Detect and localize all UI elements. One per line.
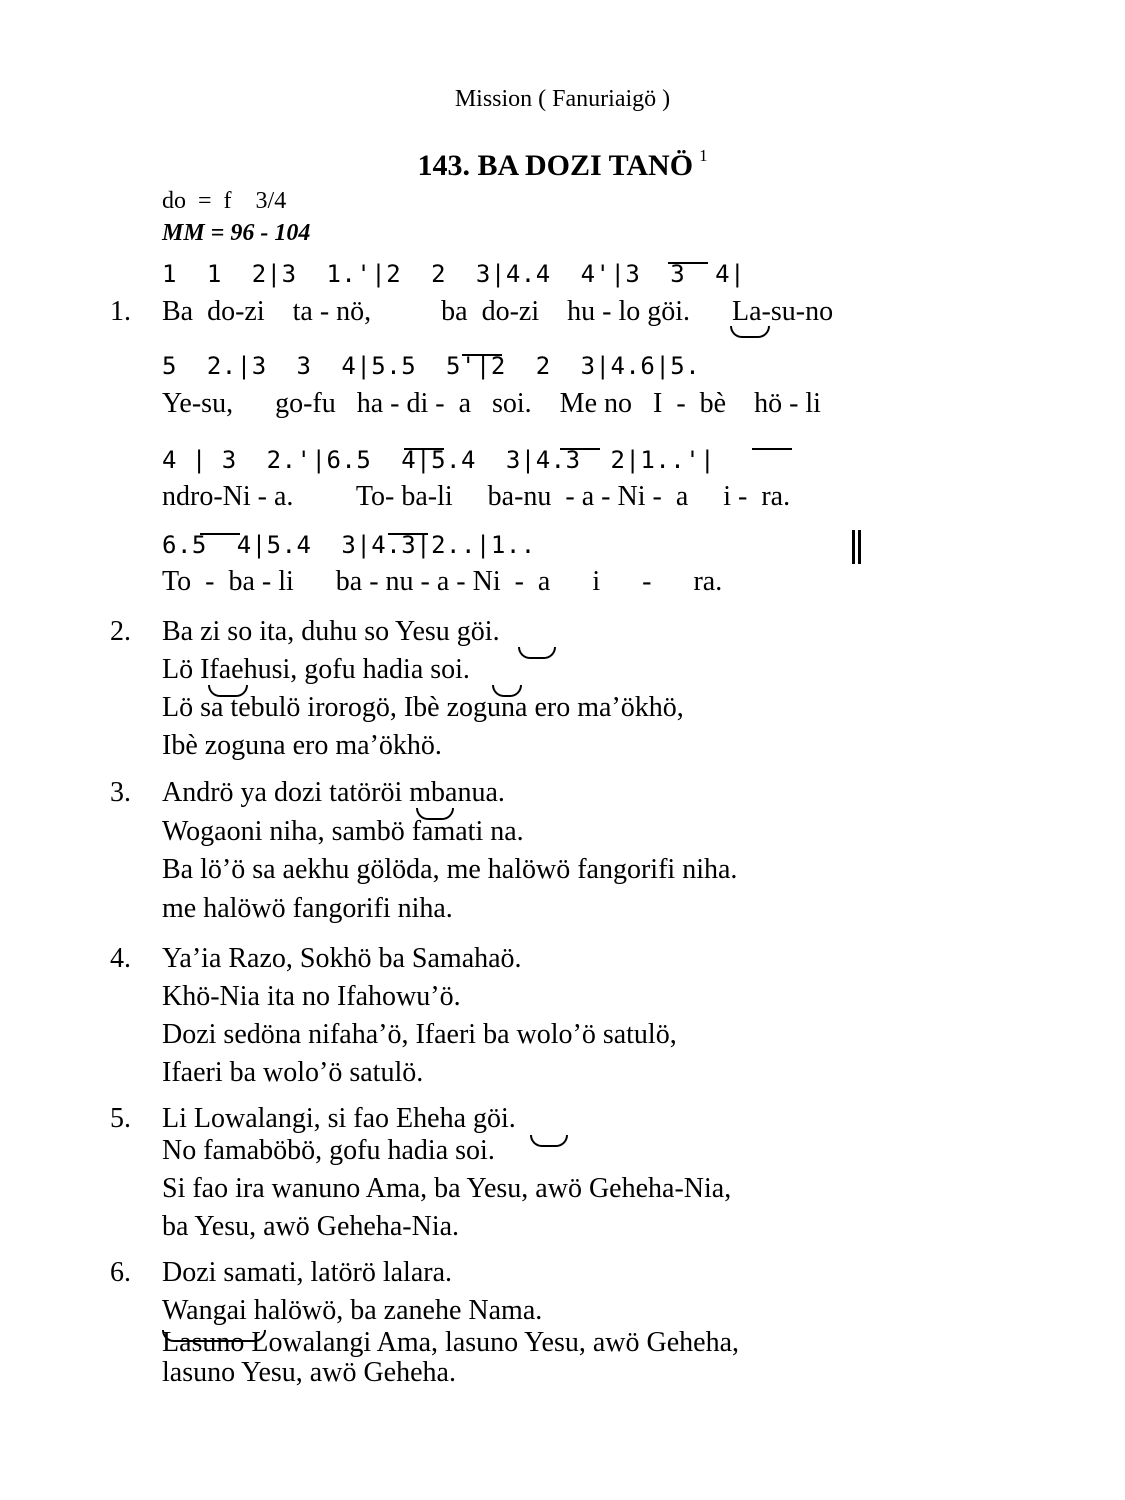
verse-line: Ba zi so ita, duhu so Yesu göi. (162, 616, 500, 647)
beam-mark (668, 262, 708, 264)
verse-line: Andrö ya dozi tatöröi mbanua. (162, 777, 505, 808)
beam-mark (560, 448, 600, 450)
lyric-line-3: ndro-Ni - a. To- ba-li ba-nu - a - Ni - a i - ra. (162, 481, 791, 512)
page-header: Mission ( Fanuriaigö ) (454, 86, 671, 112)
verse-line: Wangai halöwö, ba zanehe Nama. (162, 1295, 543, 1326)
hymn-title-text: 143. BA DOZI TANÖ (417, 149, 694, 182)
verse-line: Ya’ia Razo, Sokhö ba Samahaö. (162, 943, 522, 974)
verse-line: No famaböbö, gofu hadia soi. (162, 1135, 495, 1166)
slur-mark (518, 647, 556, 659)
verse-number: 6. (110, 1257, 131, 1288)
verse-line: Dozi samati, latörö lalara. (162, 1257, 452, 1288)
verse-line: Wogaoni niha, sambö famati na. (162, 816, 524, 847)
verse-line: Ifaeri ba wolo’ö satulö. (162, 1057, 424, 1088)
verse-number: 4. (110, 943, 131, 974)
verse-number: 1. (110, 296, 131, 327)
verse-line: Lö sa tebulö irorogö, Ibè zoguna ero ma’ökhö, (162, 692, 684, 723)
verse-line: Li Lowalangi, si fao Eheha göi. (162, 1103, 516, 1134)
slur-mark (416, 808, 454, 820)
verse-line: ba Yesu, awö Geheha-Nia. (162, 1211, 460, 1242)
hymn-title (0, 146, 1125, 183)
verse-line: Khö-Nia ita no Ifahowu’ö. (162, 981, 461, 1012)
tempo-marking: MM = 96 - 104 (162, 220, 311, 246)
beam-mark (404, 448, 444, 450)
final-barline (852, 530, 861, 564)
lyric-line-1: Ba do-zi ta - nö, ba do-zi hu - lo göi. La-su-no (162, 296, 834, 327)
beam-mark (388, 533, 428, 535)
verse-line: lasuno Yesu, awö Geheha. (162, 1357, 456, 1388)
slur-mark (208, 685, 248, 697)
verse-number: 5. (110, 1103, 131, 1134)
beam-mark (200, 533, 240, 535)
slur-mark (730, 326, 770, 338)
key-signature: do = f 3/4 (162, 188, 287, 214)
verse-number: 2. (110, 616, 131, 647)
notation-line-3: 4 | 3 2.'|6.5 4|5.4 3|4.3 2|1..'| (162, 446, 716, 474)
verse-line: Ibè zoguna ero ma’ökhö. (162, 730, 442, 761)
notation-line-1: 1 1 2|3 1.'|2 2 3|4.4 4'|3 3 4| (162, 260, 746, 288)
verse-line: me halöwö fangorifi niha. (162, 893, 453, 924)
beam-mark (462, 354, 502, 356)
verse-line: Dozi sedöna nifaha’ö, Ifaeri ba wolo’ö satulö, (162, 1019, 677, 1050)
slur-mark (162, 1330, 266, 1342)
notation-line-4: 6.5 4|5.4 3|4.3|2..|1.. (162, 531, 536, 559)
verse-number: 3. (110, 777, 131, 808)
notation-line-2: 5 2.|3 3 4|5.5 5'|2 2 3|4.6|5. (162, 352, 701, 380)
lyric-line-2: Ye-su, go-fu ha - di - a soi. Me no I - bè hö - li (162, 388, 821, 419)
verse-line: Ba lö’ö sa aekhu gölöda, me halöwö fangorifi niha. (162, 854, 738, 885)
verse-line: Si fao ira wanuno Ama, ba Yesu, awö Geheha-Nia, (162, 1173, 732, 1204)
verse-line: Lasuno Lowalangi Ama, lasuno Yesu, awö Geheha, (162, 1327, 740, 1358)
footnote-mark: 1 (699, 146, 708, 165)
lyric-line-4: To - ba - li ba - nu - a - Ni - a i - ra. (162, 566, 723, 597)
verse-line: Lö Ifaehusi, gofu hadia soi. (162, 654, 470, 685)
beam-mark (752, 448, 792, 450)
slur-mark (530, 1135, 568, 1147)
